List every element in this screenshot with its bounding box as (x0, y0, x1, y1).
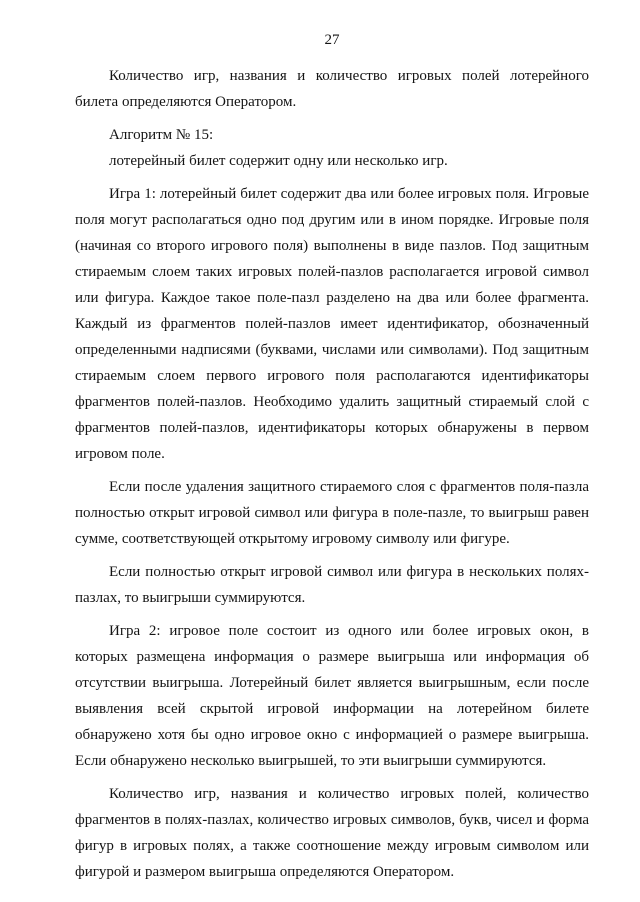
paragraph-game-1: Игра 1: лотерейный билет содержит два или более игровых поля. Игровые поля могут располагаться одно под другим или в ином порядке. Игровые поля (начиная со второго игрового поля) выполнены в виде пазлов. Под защитным стираемым слоем таких игровых полей-пазлов располагается игровой символ или фигура. Каждое такое поле-пазл разделено на два или более фрагмента. Каждый из фрагментов полей-пазлов имеет идентификатор, обозначенный определенными надписями (буквами, числами или символами). Под защитным стираемым слоем первого игрового поля располагаются идентификаторы фрагментов полей-пазлов. Необходимо удалить защитный стираемый слой с фрагментов полей-пазлов, идентификаторы которых обнаружены в первом игровом поле. (75, 186, 589, 462)
paragraph-puzzle-win: Если после удаления защитного стираемого слоя с фрагментов поля-пазла полностью открыт игровой символ или фигура в поле-пазле, то выигрыш равен сумме, соответствующей открытому игровому символу или фигуре. (75, 479, 589, 547)
paragraph-multiple-puzzles: Если полностью открыт игровой символ или фигура в нескольких полях-пазлах, то выигрыши суммируются. (75, 564, 589, 606)
paragraph-operator-determines-final: Количество игр, названия и количество игровых полей, количество фрагментов в полях-пазлах, количество игровых символов, букв, чисел и форма фигур в игровых полях, а также соотношение между игровым символом или фигурой и размером выигрыша определяются Оператором. (75, 786, 589, 880)
paragraph-operator-determines-intro: Количество игр, названия и количество игровых полей лотерейного билета определяются Оператором. (75, 68, 589, 110)
document-body (75, 63, 589, 885)
page-number: 27 (324, 32, 340, 48)
paragraph-game-2: Игра 2: игровое поле состоит из одного или более игровых окон, в которых размещена информация о размере выигрыша или информация об отсутствии выигрыша. Лотерейный билет является выигрышным, если после выявления всей скрытой игровой информации на лотерейном билете обнаружено хотя бы одно игровое окно с информацией о размере выигрыша. Если обнаружено несколько выигрышей, то эти выигрыши суммируются. (75, 623, 589, 769)
paragraph-ticket-games: лотерейный билет содержит одну или несколько игр. (109, 153, 448, 169)
algorithm-heading: Алгоритм № 15: (109, 127, 214, 143)
